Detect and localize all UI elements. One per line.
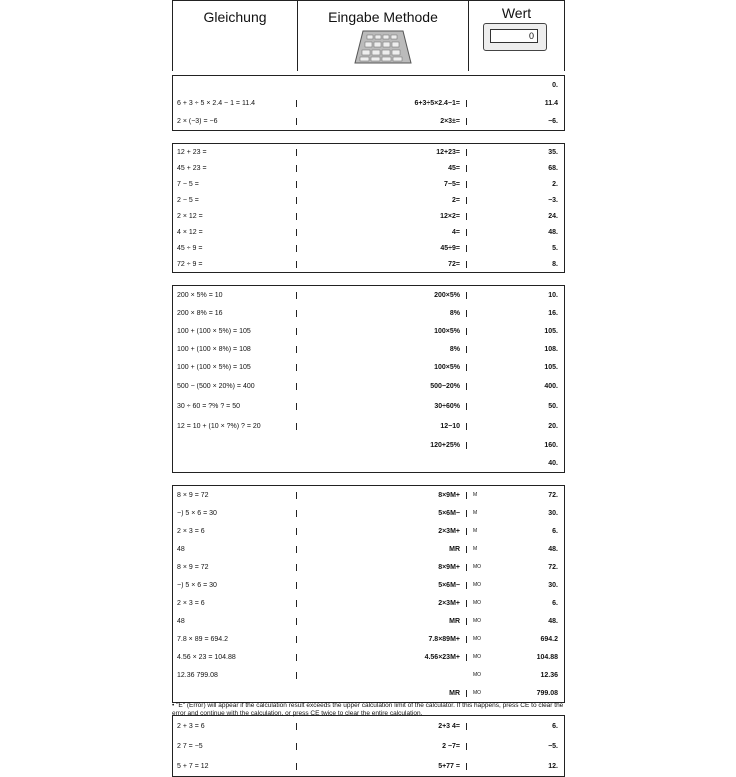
input-cell: 2×3M+	[297, 528, 467, 535]
value-cell	[467, 261, 564, 268]
table-row	[173, 176, 564, 192]
input-cell: 8×9M+	[297, 492, 467, 499]
input-cell: 5×6M−	[297, 582, 467, 589]
value-cell	[467, 197, 564, 204]
value-text: 2.	[552, 180, 558, 188]
equation-cell: 2 + 3 = 6	[173, 723, 297, 730]
value-cell	[467, 690, 564, 697]
equation-cell: 4.56 × 23 = 104.88	[173, 654, 297, 661]
table-row	[173, 436, 564, 454]
value-cell	[467, 546, 564, 553]
memory-indicator: MO	[473, 671, 482, 678]
input-cell: 2=	[297, 197, 467, 204]
value-text: 68.	[548, 164, 558, 172]
table-section	[172, 75, 565, 131]
input-cell: 7−5=	[297, 181, 467, 188]
table-row	[173, 522, 564, 540]
input-cell: 2 −7=	[297, 743, 467, 750]
table-row	[173, 540, 564, 558]
equation-cell: 500 − (500 × 20%) = 400	[173, 383, 297, 390]
value-text: 12.	[548, 762, 558, 770]
equation-cell: 48	[173, 546, 297, 553]
table-row	[173, 376, 564, 396]
input-cell: MR	[297, 690, 467, 697]
header-value	[469, 1, 564, 71]
value-text: 48.	[548, 617, 558, 625]
memory-indicator: MO	[473, 617, 482, 624]
table-row	[173, 322, 564, 340]
equation-cell: 5 + 7 = 12	[173, 763, 297, 770]
input-cell: 100×5%	[297, 328, 467, 335]
table-row	[173, 454, 564, 472]
value-cell	[467, 149, 564, 156]
value-text: −3.	[548, 196, 558, 204]
equation-cell: 200 × 8% = 16	[173, 310, 297, 317]
memory-indicator: MO	[473, 689, 482, 696]
input-cell: 8%	[297, 346, 467, 353]
equation-cell: 8 × 9 = 72	[173, 564, 297, 571]
value-cell	[467, 328, 564, 335]
equation-cell: 30 ÷ 60 = ?% ? = 50	[173, 403, 297, 410]
table-row	[173, 630, 564, 648]
display-value: 0	[490, 29, 538, 43]
table-row	[173, 396, 564, 416]
memory-indicator: M	[473, 509, 478, 516]
equation-cell: 45 + 23 =	[173, 165, 297, 172]
table-row	[173, 208, 564, 224]
table-row	[173, 304, 564, 322]
table-section	[172, 715, 565, 777]
value-cell	[467, 245, 564, 252]
input-cell: 4=	[297, 229, 467, 236]
input-cell: 30÷60%	[297, 403, 467, 410]
table-row	[173, 756, 564, 776]
input-cell: 7.8×89M+	[297, 636, 467, 643]
value-cell	[467, 181, 564, 188]
table-row	[173, 94, 564, 112]
value-text: 160.	[544, 441, 558, 449]
value-text: 5.	[552, 244, 558, 252]
input-cell: 8%	[297, 310, 467, 317]
input-cell: 200×5%	[297, 292, 467, 299]
table-row	[173, 76, 564, 94]
table-row	[173, 224, 564, 240]
table-row	[173, 648, 564, 666]
equation-cell: −) 5 × 6 = 30	[173, 582, 297, 589]
equation-cell: 72 ÷ 9 =	[173, 261, 297, 268]
table-row	[173, 666, 564, 684]
calculation-table	[172, 0, 565, 777]
value-text: 11.4	[544, 99, 558, 107]
memory-indicator: M	[473, 527, 478, 534]
section-gap	[172, 473, 565, 485]
equation-cell: 12.36 799.08	[173, 672, 297, 679]
table-row	[173, 112, 564, 130]
table-row	[173, 256, 564, 272]
table-row	[173, 144, 564, 160]
value-cell	[467, 460, 564, 467]
input-cell: 120+25%	[297, 442, 467, 449]
table-row	[173, 684, 564, 702]
equation-cell: 45 ÷ 9 =	[173, 245, 297, 252]
value-text: 16.	[548, 309, 558, 317]
input-cell: 6+3÷5×2.4−1=	[297, 100, 467, 107]
table-row	[173, 416, 564, 436]
memory-indicator: MO	[473, 599, 482, 606]
input-cell: 12+23=	[297, 149, 467, 156]
equation-cell: 48	[173, 618, 297, 625]
value-cell	[467, 165, 564, 172]
section-gap	[172, 273, 565, 285]
value-text: 40.	[548, 459, 558, 467]
equation-cell: 2 × 3 = 6	[173, 600, 297, 607]
input-cell: 2+3 4=	[297, 723, 467, 730]
equation-cell: 2 × 12 =	[173, 213, 297, 220]
equation-cell: 7 − 5 =	[173, 181, 297, 188]
table-row	[173, 576, 564, 594]
header-input-label: Eingabe Methode	[328, 9, 438, 25]
value-text: 105.	[544, 327, 558, 335]
value-cell	[467, 528, 564, 535]
table-row	[173, 340, 564, 358]
value-text: 0.	[552, 81, 558, 89]
equation-cell: 100 + (100 × 5%) = 105	[173, 328, 297, 335]
value-text: 108.	[544, 345, 558, 353]
value-cell	[467, 82, 564, 89]
equation-cell: −) 5 × 6 = 30	[173, 510, 297, 517]
input-cell: 8×9M+	[297, 564, 467, 571]
value-cell	[467, 492, 564, 499]
input-cell: 12×2=	[297, 213, 467, 220]
equation-cell: 200 × 5% = 10	[173, 292, 297, 299]
value-cell	[467, 213, 564, 220]
display-icon	[483, 23, 547, 51]
equation-cell: 12 + 23 =	[173, 149, 297, 156]
input-cell: 2×3±=	[297, 118, 467, 125]
table-section	[172, 285, 565, 473]
value-text: 799.08	[536, 689, 558, 697]
value-cell	[467, 510, 564, 517]
value-text: 72.	[548, 563, 558, 571]
memory-indicator: MO	[473, 563, 482, 570]
value-text: 6.	[552, 722, 558, 730]
table-row	[173, 504, 564, 522]
value-text: 30.	[548, 581, 558, 589]
equation-cell: 100 + (100 × 5%) = 105	[173, 364, 297, 371]
table-row	[173, 558, 564, 576]
equation-cell: 2 × (−3) = −6	[173, 118, 297, 125]
value-text: 30.	[548, 509, 558, 517]
value-text: 6.	[552, 527, 558, 535]
input-cell: MR	[297, 618, 467, 625]
value-text: 35.	[548, 148, 558, 156]
value-text: 24.	[548, 212, 558, 220]
value-cell	[467, 564, 564, 571]
value-text: 6.	[552, 599, 558, 607]
input-cell: 100×5%	[297, 364, 467, 371]
value-cell	[467, 310, 564, 317]
table-row	[173, 358, 564, 376]
value-text: 10.	[548, 291, 558, 299]
value-cell	[467, 582, 564, 589]
value-cell	[467, 364, 564, 371]
input-cell: 45=	[297, 165, 467, 172]
value-text: 50.	[548, 402, 558, 410]
table-row	[173, 240, 564, 256]
equation-cell: 100 + (100 × 8%) = 108	[173, 346, 297, 353]
input-cell: 12−10	[297, 423, 467, 430]
equation-cell: 2 − 5 =	[173, 197, 297, 204]
memory-indicator: M	[473, 491, 478, 498]
table-section	[172, 143, 565, 273]
value-cell	[467, 654, 564, 661]
value-cell	[467, 672, 564, 679]
value-text: −6.	[548, 117, 558, 125]
value-cell	[467, 763, 564, 770]
error-note: • "E" (Error) will appear if the calculation result exceeds the upper calculation limit of the calculator. If this happens, press CE to clear the error and continue with the calculation, or press CE twice to clear the entire calculation.	[172, 702, 564, 717]
value-cell	[467, 442, 564, 449]
table-row	[173, 736, 564, 756]
table-row	[173, 160, 564, 176]
value-text: 48.	[548, 545, 558, 553]
value-text: 8.	[552, 260, 558, 268]
table-section	[172, 485, 565, 703]
equation-cell: 12 = 10 + (10 × ?%) ? = 20	[173, 423, 297, 430]
section-gap	[172, 131, 565, 143]
value-cell	[467, 118, 564, 125]
value-cell	[467, 743, 564, 750]
keypad-icon	[353, 27, 413, 67]
header-input-method	[298, 1, 469, 71]
input-cell: 45÷9=	[297, 245, 467, 252]
header-equation-label: Gleichung	[203, 9, 267, 25]
value-cell	[467, 100, 564, 107]
memory-indicator: MO	[473, 581, 482, 588]
table-row	[173, 594, 564, 612]
value-cell	[467, 292, 564, 299]
value-text: 105.	[544, 363, 558, 371]
input-cell: 2×3M+	[297, 600, 467, 607]
table-row	[173, 716, 564, 736]
input-cell: 72=	[297, 261, 467, 268]
memory-indicator: M	[473, 545, 478, 552]
value-text: 20.	[548, 422, 558, 430]
input-cell: 500−20%	[297, 383, 467, 390]
input-cell: MR	[297, 546, 467, 553]
value-cell	[467, 229, 564, 236]
header-value-label: Wert	[501, 5, 532, 21]
value-cell	[467, 636, 564, 643]
table-row	[173, 486, 564, 504]
value-cell	[467, 346, 564, 353]
value-text: 400.	[544, 382, 558, 390]
table-header	[172, 0, 565, 71]
header-equation	[173, 1, 298, 71]
value-text: 48.	[548, 228, 558, 236]
value-cell	[467, 383, 564, 390]
value-text: 104.88	[536, 653, 558, 661]
value-text: 72.	[548, 491, 558, 499]
table-row	[173, 612, 564, 630]
table-row	[173, 286, 564, 304]
memory-indicator: MO	[473, 635, 482, 642]
value-cell	[467, 423, 564, 430]
input-cell: 5+77 =	[297, 763, 467, 770]
input-cell: 5×6M−	[297, 510, 467, 517]
value-cell	[467, 618, 564, 625]
input-cell: 4.56×23M+	[297, 654, 467, 661]
equation-cell: 2 7 = −5	[173, 743, 297, 750]
value-cell	[467, 600, 564, 607]
value-text: 694.2	[540, 635, 558, 643]
equation-cell: 6 + 3 ÷ 5 × 2.4 − 1 = 11.4	[173, 100, 297, 107]
value-text: 12.36	[540, 671, 558, 679]
table-row	[173, 192, 564, 208]
equation-cell: 7.8 × 89 = 694.2	[173, 636, 297, 643]
value-cell	[467, 403, 564, 410]
value-text: −5.	[548, 742, 558, 750]
equation-cell: 8 × 9 = 72	[173, 492, 297, 499]
equation-cell: 4 × 12 =	[173, 229, 297, 236]
equation-cell: 2 × 3 = 6	[173, 528, 297, 535]
memory-indicator: MO	[473, 653, 482, 660]
value-cell	[467, 723, 564, 730]
